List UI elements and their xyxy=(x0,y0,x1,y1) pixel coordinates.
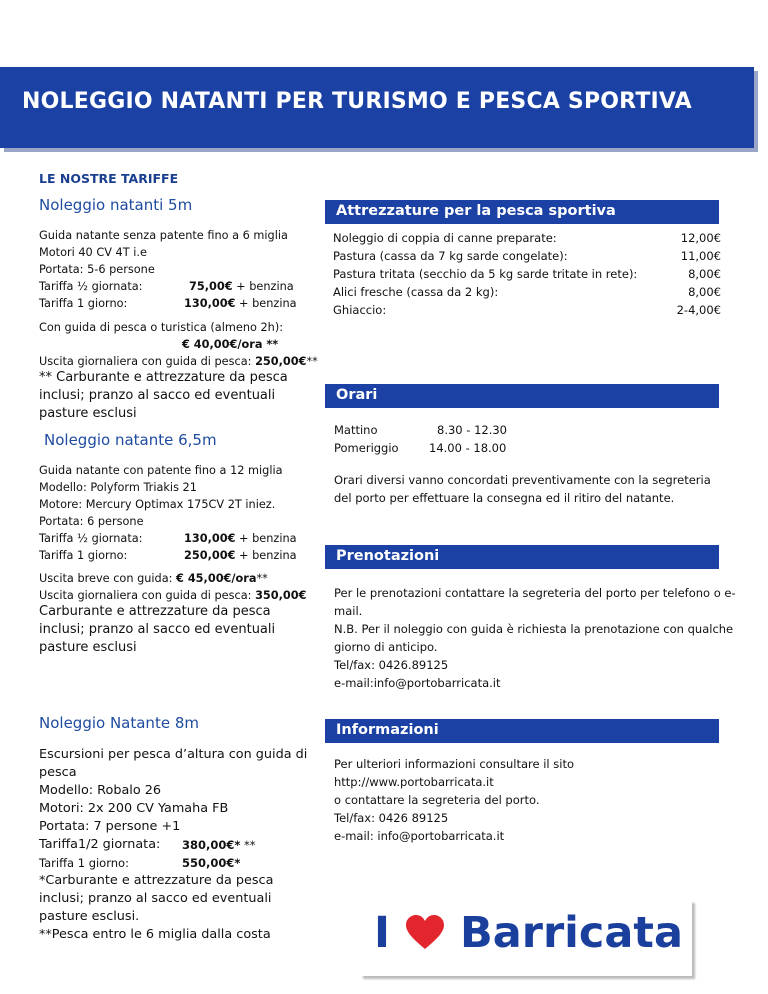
info-line: Per ulteriori informazioni consultare il sito xyxy=(334,757,575,771)
boat5-day-price: 130,00€ xyxy=(184,297,236,310)
tariffs-heading: LE NOSTRE TARIFFE xyxy=(39,171,179,186)
equipment-price: 2-4,00€ xyxy=(676,303,721,317)
boat65-line: Portata: 6 persone xyxy=(39,515,144,528)
boat8-day-row xyxy=(39,854,314,872)
page-title: NOLEGGIO NATANTI PER TURISMO E PESCA SPORTIVA xyxy=(22,89,692,114)
equipment-label: Ghiaccio: xyxy=(333,303,387,317)
equipment-price: 11,00€ xyxy=(680,249,721,263)
equipment-row xyxy=(333,301,721,319)
heart-icon xyxy=(405,915,445,951)
boat8-day-label: Tariffa 1 giorno: xyxy=(39,856,129,870)
info-line: o contattare la segreteria del porto. xyxy=(334,793,540,807)
boat5-line: Motori 40 CV 4T i.e xyxy=(39,246,147,259)
equipment-row xyxy=(333,229,721,247)
boat5-guide xyxy=(39,319,329,370)
logo-prefix: I xyxy=(374,908,390,958)
boat5-line: Portata: 5-6 persone xyxy=(39,263,155,276)
boat5-half-price: 75,00€ xyxy=(189,280,233,293)
boat5-day-suffix: + benzina xyxy=(235,297,297,310)
hours-morning-label: Mattino xyxy=(334,423,378,437)
boat65-line: Modello: Polyform Triakis 21 xyxy=(39,481,197,494)
boat65-half-row xyxy=(39,530,319,547)
boat65-half-suffix: + benzina xyxy=(235,532,297,545)
info-phone: Tel/fax: 0426 89125 xyxy=(334,811,449,825)
barricata-logo xyxy=(360,900,692,976)
boat65-day-suffix: + benzina xyxy=(235,549,297,562)
boat8-note: *Carburante e attrezzature da pesca inclusi; pranzo al sacco ed eventuali pasture esclusi. xyxy=(39,873,274,924)
boat5-half-suffix: + benzina xyxy=(232,280,294,293)
boat65-short-suffix: ** xyxy=(256,572,268,585)
boat5-daily-guide-prefix: Uscita giornaliera con guida di pesca: xyxy=(39,355,256,368)
boat65-line: Guida natante con patente fino a 12 miglia xyxy=(39,464,283,477)
info-header-bar xyxy=(325,719,719,743)
info-text xyxy=(334,755,714,845)
boat5-details xyxy=(39,227,309,312)
hours-row xyxy=(334,421,507,439)
boat65-note: Carburante e attrezzature da pesca inclusi; pranzo al sacco ed eventuali pasture esclusi xyxy=(39,604,276,655)
equipment-label: Pastura (cassa da 7 kg sarde congelate): xyxy=(333,249,568,263)
bookings-header-bar xyxy=(325,545,719,569)
boat8-details xyxy=(39,746,314,944)
boat65-half-price: 130,00€ xyxy=(184,532,236,545)
boat65-day-price: 250,00€ xyxy=(184,549,236,562)
boat8-half-row xyxy=(39,836,314,854)
boat65-line: Motore: Mercury Optimax 175CV 2T iniez. xyxy=(39,498,276,511)
title-banner xyxy=(0,67,754,148)
boat5-guide-price: € 40,00€/ora ** xyxy=(182,338,279,351)
hours-row xyxy=(334,439,507,457)
hours-note: Orari diversi vanno concordati preventivamente con la segreteria del porto per effettuare la consegna ed il ritiro del natante. xyxy=(334,473,711,505)
info-email[interactable]: e-mail: info@portobarricata.it xyxy=(334,829,505,843)
boat65-details xyxy=(39,462,319,564)
equipment-header-bar xyxy=(325,200,719,224)
hours-header-bar xyxy=(325,384,719,408)
boat8-heading: Noleggio Natante 8m xyxy=(39,714,199,732)
bookings-phone: Tel/fax: 0426.89125 xyxy=(334,658,449,672)
boat8-line: Modello: Robalo 26 xyxy=(39,783,162,798)
hours-morning-value: 8.30 - 12.30 xyxy=(437,423,507,437)
equipment-price: 8,00€ xyxy=(688,267,721,281)
equipment-label: Pastura tritata (secchio da 5 kg sarde tritate in rete): xyxy=(333,267,638,281)
boat65-half-label: Tariffa ½ giornata: xyxy=(39,532,143,545)
boat5-daily-guide-suffix: ** xyxy=(306,355,318,368)
boat5-line: Guida natante senza patente fino a 6 miglia xyxy=(39,229,288,242)
boat65-heading: Noleggio natante 6,5m xyxy=(44,431,217,449)
boat5-half-row xyxy=(39,278,309,295)
boat8-half-price: 380,00€* xyxy=(182,838,241,852)
boat65-daily-price: 350,00€ xyxy=(255,589,307,602)
bookings-line: Per le prenotazioni contattare la segreteria del porto per telefono o e-mail. xyxy=(334,586,736,618)
boat65-daily-prefix: Uscita giornaliera con guida di pesca: xyxy=(39,589,256,602)
hours-afternoon-label: Pomeriggio xyxy=(334,441,399,455)
boat5-daily-guide-price: 250,00€ xyxy=(255,355,307,368)
boat8-half-label: Tariffa1/2 giornata: xyxy=(39,837,161,852)
equipment-row xyxy=(333,283,721,301)
equipment-row xyxy=(333,265,721,283)
equipment-list xyxy=(333,229,721,319)
boat5-note: ** Carburante e attrezzature da pesca inclusi; pranzo al sacco ed eventuali pasture esclusi xyxy=(39,370,288,421)
logo-wordmark xyxy=(374,908,683,958)
boat8-line: Portata: 7 persone +1 xyxy=(39,819,181,834)
boat65-short-prefix: Uscita breve con guida: xyxy=(39,572,177,585)
bookings-text xyxy=(334,584,744,692)
boat8-note: **Pesca entro le 6 miglia dalla costa xyxy=(39,927,271,942)
logo-name: Barricata xyxy=(459,908,683,958)
bookings-email[interactable]: e-mail:info@portobarricata.it xyxy=(334,676,501,690)
equipment-price: 8,00€ xyxy=(688,285,721,299)
boat5-half-label: Tariffa ½ giornata: xyxy=(39,280,143,293)
boat5-day-row xyxy=(39,295,309,312)
boat5-guide-line: Con guida di pesca o turistica (almeno 2h): xyxy=(39,321,284,334)
boat65-day-label: Tariffa 1 giorno: xyxy=(39,549,128,562)
boat8-day-price: 550,00€* xyxy=(182,856,241,870)
equipment-heading: Attrezzature per la pesca sportiva xyxy=(336,203,616,219)
equipment-label: Noleggio di coppia di canne preparate: xyxy=(333,231,557,245)
boat65-day-row xyxy=(39,547,319,564)
hours-afternoon-value: 14.00 - 18.00 xyxy=(429,441,507,455)
equipment-row xyxy=(333,247,721,265)
bookings-line: N.B. Per il noleggio con guida è richiesta la prenotazione con qualche giorno di anticipo. xyxy=(334,622,734,654)
hours-table xyxy=(334,421,507,457)
boat8-line: Escursioni per pesca d’altura con guida di pesca xyxy=(39,747,308,780)
info-heading: Informazioni xyxy=(336,722,439,738)
equipment-label: Alici fresche (cassa da 2 kg): xyxy=(333,285,499,299)
boat65-guide xyxy=(39,570,329,604)
boat65-short-price: € 45,00€/ora xyxy=(176,572,257,585)
boat5-heading: Noleggio natanti 5m xyxy=(39,196,193,214)
boat5-day-label: Tariffa 1 giorno: xyxy=(39,297,128,310)
bookings-heading: Prenotazioni xyxy=(336,548,440,564)
hours-heading: Orari xyxy=(336,387,378,403)
boat8-line: Motori: 2x 200 CV Yamaha FB xyxy=(39,801,229,816)
equipment-price: 12,00€ xyxy=(680,231,721,245)
boat8-half-suffix: ** xyxy=(240,838,256,852)
info-website-link[interactable]: http://www.portobarricata.it xyxy=(334,775,494,789)
